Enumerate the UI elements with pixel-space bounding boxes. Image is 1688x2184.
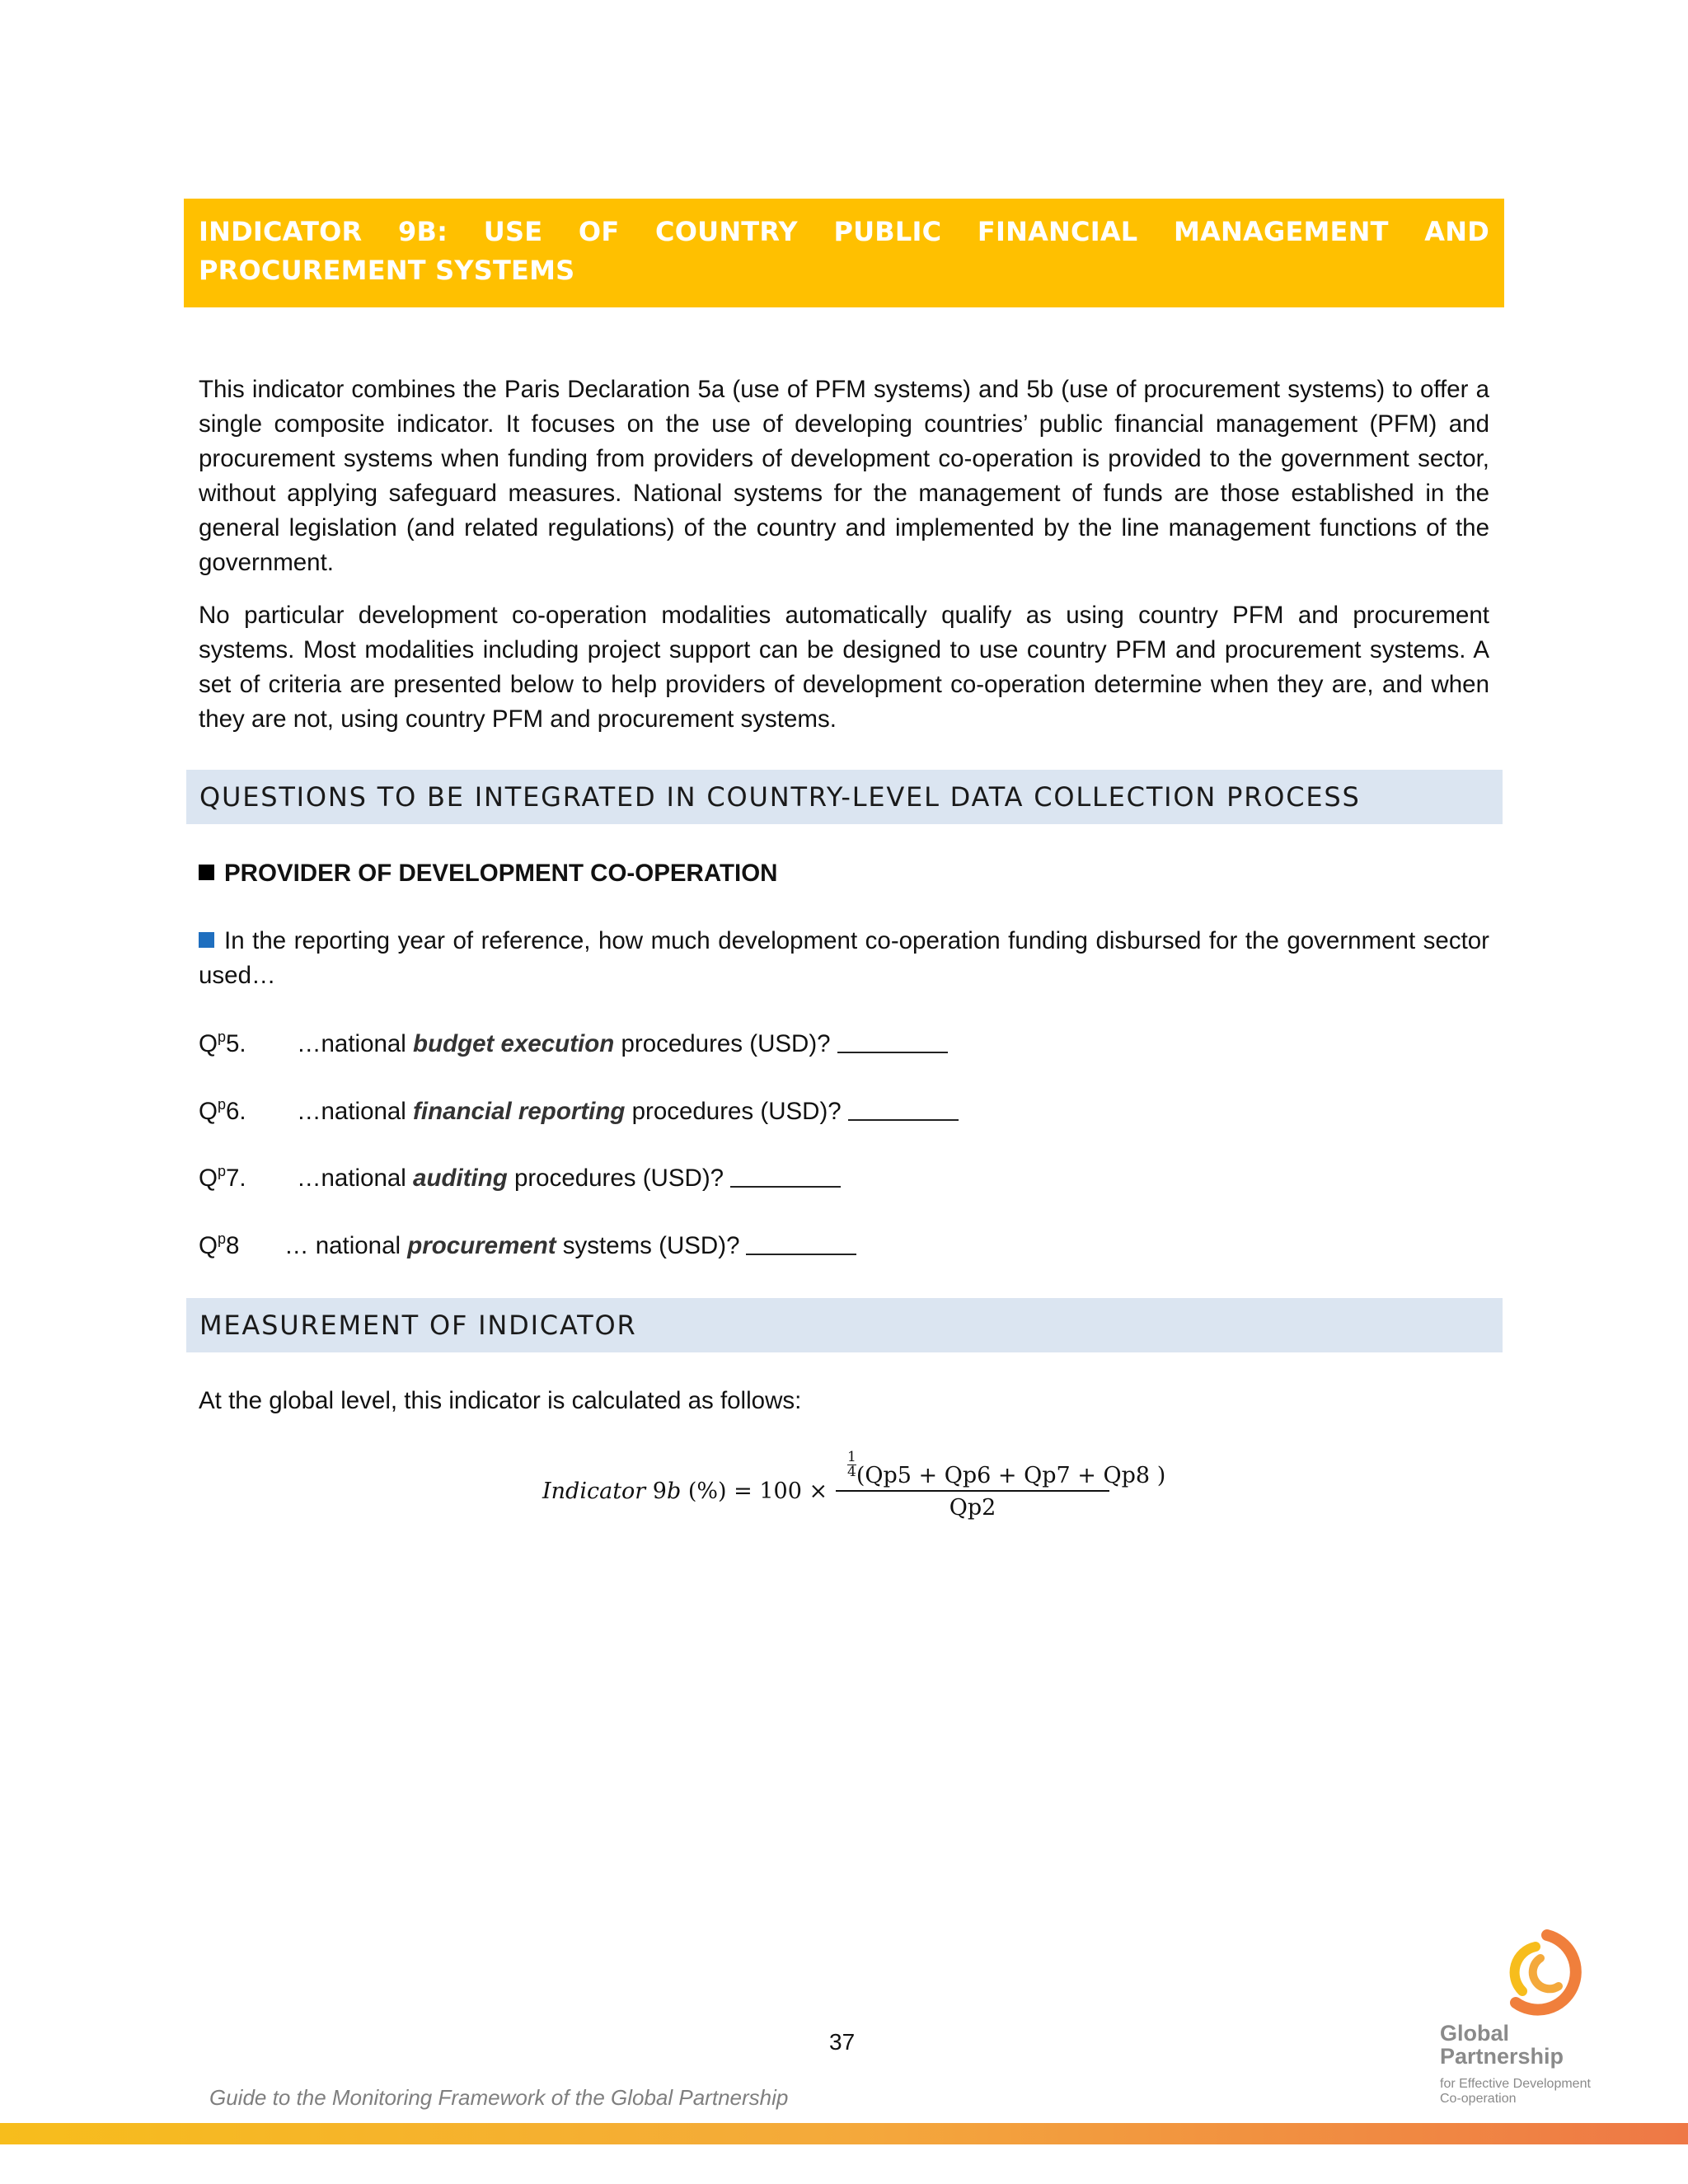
question-number: $Q^p5$. bbox=[199, 1029, 246, 1057]
intro-paragraph-1: This indicator combines the Paris Declaration 5a (use of PFM systems) and 5b (use of procurement systems) to offer a single composite indicator. It focuses on the use of developing countries’ public financial management (PFM) and procurement systems when funding from providers of development co-operation is provided to the government sector, without applying safeguard measures. National systems for the management of funds are those established in the general legislation (and related regulations) of the country and implemented by the line management functions of the government. bbox=[199, 376, 1489, 576]
question-intro-text: In the reporting year of reference, how much development co-operation funding disbursed for the government sector used… bbox=[199, 927, 1489, 989]
answer-blank[interactable] bbox=[730, 1165, 841, 1188]
blue-square-bullet-icon bbox=[199, 932, 214, 948]
provider-heading-text: PROVIDER OF DEVELOPMENT CO-OPERATION bbox=[224, 860, 778, 887]
question-number: $Q^p7$. bbox=[199, 1163, 246, 1192]
page-number: 37 bbox=[829, 2029, 856, 2055]
section-heading-questions: QUESTIONS TO BE INTEGRATED IN COUNTRY-LEVEL DATA COLLECTION PROCESS bbox=[186, 770, 1503, 824]
question-row bbox=[199, 1027, 831, 1062]
formula-numerator: $\frac{1}{4}$ (Qp5 + Qp6 + Qp7 + Qp8 ) bbox=[847, 1449, 1166, 1488]
answer-blank[interactable] bbox=[746, 1232, 856, 1255]
question-row bbox=[199, 1161, 724, 1196]
formula-lhs: Indicator 9b (%) = 100 × bbox=[542, 1479, 828, 1504]
intro-paragraph-2: No particular development co-operation modalities automatically qualify as using country PFM and procurement systems. Most modalities including project support can be designed to use country PFM and procurement systems. A set of criteria are presented below to help providers of development co-operation determine when they are, and when they are not, using country PFM and procurement systems. bbox=[199, 602, 1489, 733]
formula-fraction bbox=[836, 1449, 1166, 1525]
question-number: $Q^p8$ bbox=[199, 1230, 240, 1259]
question-intro bbox=[199, 924, 1489, 993]
formula-denominator: Qp2 bbox=[949, 1495, 996, 1521]
question-number: $Q^p6$. bbox=[199, 1096, 246, 1125]
indicator-title: INDICATOR 9B: USE OF COUNTRY PUBLIC FINANCIAL MANAGEMENT AND PROCUREMENT SYSTEMS bbox=[184, 199, 1504, 307]
black-square-bullet-icon bbox=[199, 865, 214, 880]
footer-guide-title: Guide to the Monitoring Framework of the Global Partnership bbox=[209, 2085, 789, 2110]
question-text: …national financial reporting procedures (USD)? bbox=[297, 1094, 959, 1129]
measurement-text: At the global level, this indicator is calculated as follows: bbox=[199, 1387, 802, 1414]
logo-line-2: Partnership bbox=[1440, 2044, 1564, 2069]
answer-blank[interactable] bbox=[837, 1030, 948, 1053]
section-heading-measurement: MEASUREMENT OF INDICATOR bbox=[186, 1298, 1503, 1352]
provider-heading bbox=[199, 856, 777, 891]
question-text: …national budget execution procedures (USD)? bbox=[297, 1027, 948, 1062]
question-text: … national procurement systems (USD)? bbox=[284, 1229, 856, 1263]
question-text: …national auditing procedures (USD)? bbox=[297, 1161, 841, 1196]
footer-gradient-bar bbox=[0, 2123, 1688, 2144]
question-row bbox=[199, 1094, 842, 1129]
quarter-fraction: $\frac{1}{4}$ bbox=[847, 1449, 856, 1480]
global-partnership-logo bbox=[1438, 1929, 1620, 2118]
question-row bbox=[199, 1229, 740, 1263]
answer-blank[interactable] bbox=[848, 1098, 959, 1121]
logo-line-3: for Effective Development bbox=[1440, 2077, 1591, 2091]
logo-line-1: Global bbox=[1440, 2021, 1510, 2046]
logo-line-4: Co-operation bbox=[1440, 2092, 1517, 2106]
circle-arc-logo-icon bbox=[1498, 1929, 1597, 2019]
